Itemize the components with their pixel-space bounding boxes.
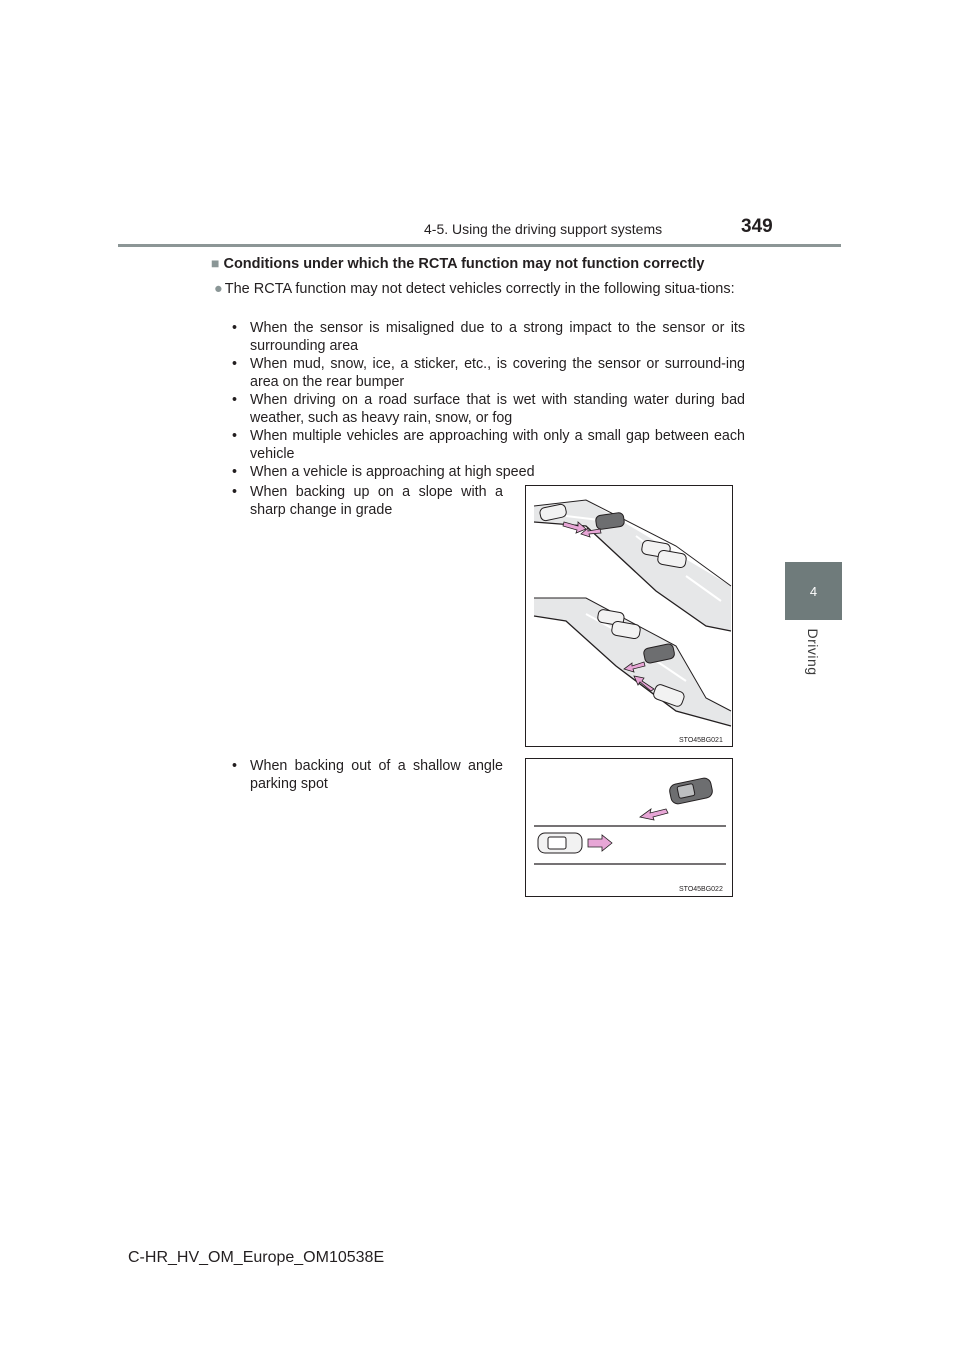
slope-figure [525, 485, 733, 747]
list-item: • When backing up on a slope with a sharp change in grade [232, 484, 503, 518]
header-rule [118, 244, 841, 247]
section-heading [211, 255, 704, 272]
slope-item [229, 483, 503, 519]
section-title: 4-5. Using the driving support systems [424, 221, 663, 237]
list-item: • When multiple vehicles are approaching with only a small gap between each vehicle [232, 428, 745, 462]
list-item-text: When backing out of a shallow angle parking spot [250, 758, 503, 792]
list-item: • When mud, snow, ice, a sticker, etc., is covering the sensor or surround-ing area on the rear bumper [232, 356, 745, 390]
condition-list [229, 319, 745, 481]
list-item-text: When a vehicle is approaching at high speed [250, 464, 535, 480]
slope-illustration [526, 486, 732, 746]
circle-bullet-icon: ● [214, 281, 223, 297]
parking-illustration [526, 759, 732, 896]
list-item-text: When multiple vehicles are approaching with only a small gap between each vehicle [250, 428, 745, 462]
document-id: C-HR_HV_OM_Europe_OM10538E [128, 1249, 385, 1266]
figure-code: STO45BG021 [679, 737, 723, 744]
parking-figure [525, 758, 733, 897]
car-icon [538, 777, 714, 853]
chapter-number: 4 [809, 583, 818, 599]
intro-text: The RCTA function may not detect vehicles correctly in the following situa-tions: [224, 281, 735, 297]
list-item: • When backing out of a shallow angle parking spot [232, 758, 503, 792]
list-item: • When a vehicle is approaching at high speed [232, 464, 535, 480]
heading-text: Conditions under which the RCTA function may not function correctly [223, 256, 705, 272]
intro-paragraph [214, 280, 746, 298]
square-bullet-icon: ■ [211, 255, 220, 271]
list-item-text: When the sensor is misaligned due to a strong impact to the sensor or its surrounding area [250, 320, 745, 354]
chapter-tab[interactable] [785, 562, 842, 620]
figure-code: STO45BG022 [679, 886, 723, 893]
list-item-text: When mud, snow, ice, a sticker, etc., is covering the sensor or surround-ing area on the rear bumper [250, 356, 745, 390]
parking-item [229, 757, 503, 793]
chapter-label: Driving [805, 628, 821, 676]
list-item: • When the sensor is misaligned due to a strong impact to the sensor or its surrounding area [232, 320, 745, 354]
list-item-text: When backing up on a slope with a sharp change in grade [250, 484, 503, 518]
list-item-text: When driving on a road surface that is wet with standing water during bad weather, such as heavy rain, snow, or fog [250, 392, 745, 426]
page-number: 349 [741, 216, 773, 237]
arrow-icon [588, 809, 668, 851]
list-item: • When driving on a road surface that is wet with standing water during bad weather, such as heavy rain, snow, or fog [232, 392, 745, 426]
